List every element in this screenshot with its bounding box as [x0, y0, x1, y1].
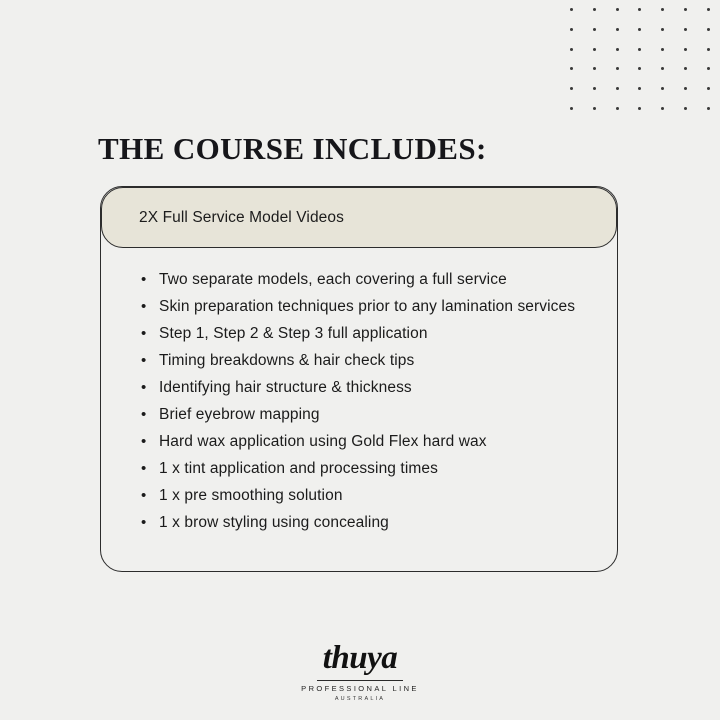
logo-divider: [317, 680, 403, 681]
dot-icon: [593, 67, 596, 70]
dot-icon: [638, 8, 641, 11]
dot-icon: [684, 87, 687, 90]
dot-icon: [684, 28, 687, 31]
dot-icon: [684, 67, 687, 70]
list-item: • 1 x pre smoothing solution: [139, 483, 595, 509]
dot-icon: [593, 107, 596, 110]
dot-icon: [684, 48, 687, 51]
dot-icon: [707, 48, 710, 51]
dot-icon: [707, 87, 710, 90]
dot-icon: [616, 48, 619, 51]
list-item: • Identifying hair structure & thickness: [139, 375, 595, 401]
dot-icon: [661, 107, 664, 110]
list-item: • 1 x brow styling using concealing: [139, 510, 595, 536]
dot-icon: [684, 107, 687, 110]
dot-icon: [638, 67, 641, 70]
dot-icon: [661, 48, 664, 51]
dot-icon: [570, 28, 573, 31]
list-item: • Brief eyebrow mapping: [139, 402, 595, 428]
dot-icon: [616, 107, 619, 110]
dot-icon: [638, 48, 641, 51]
dot-icon: [707, 28, 710, 31]
dot-icon: [593, 48, 596, 51]
page-title: THE COURSE INCLUDES:: [98, 131, 487, 166]
dot-icon: [638, 87, 641, 90]
dot-icon: [661, 67, 664, 70]
list-item: • Timing breakdowns & hair check tips: [139, 348, 595, 374]
list-item: • Skin preparation techniques prior to any lamination services: [139, 294, 595, 320]
dot-icon: [661, 28, 664, 31]
dot-icon: [638, 107, 641, 110]
dot-icon: [570, 107, 573, 110]
dot-icon: [616, 8, 619, 11]
dot-icon: [593, 8, 596, 11]
course-includes-card: [100, 186, 618, 572]
dot-grid-decoration: [560, 0, 720, 118]
dot-icon: [661, 8, 664, 11]
list-item: • Hard wax application using Gold Flex hard wax: [139, 429, 595, 455]
dot-icon: [570, 48, 573, 51]
brand-logo: [0, 639, 720, 702]
logo-region: AUSTRALIA: [334, 696, 386, 702]
dot-icon: [570, 8, 573, 11]
logo-wordmark: thuya: [322, 639, 398, 676]
dot-icon: [616, 67, 619, 70]
dot-icon: [570, 87, 573, 90]
course-features-list: [139, 267, 595, 537]
list-item: • Two separate models, each covering a full service: [139, 267, 595, 293]
card-banner: [101, 187, 617, 248]
dot-icon: [616, 28, 619, 31]
card-banner-label: 2X Full Service Model Videos: [139, 208, 344, 226]
dot-icon: [616, 87, 619, 90]
dot-icon: [661, 87, 664, 90]
dot-icon: [707, 107, 710, 110]
list-item: • Step 1, Step 2 & Step 3 full application: [139, 321, 595, 347]
dot-icon: [638, 28, 641, 31]
dot-icon: [684, 8, 687, 11]
dot-icon: [570, 67, 573, 70]
logo-tagline: PROFESSIONAL LINE: [301, 683, 419, 693]
dot-icon: [593, 28, 596, 31]
dot-icon: [707, 8, 710, 11]
dot-icon: [707, 67, 710, 70]
list-item: • 1 x tint application and processing times: [139, 456, 595, 482]
dot-icon: [593, 87, 596, 90]
